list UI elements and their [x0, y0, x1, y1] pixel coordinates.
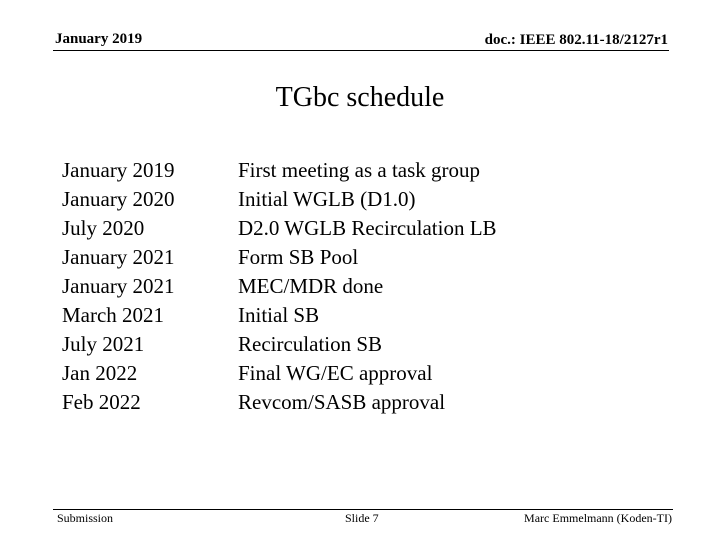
- schedule-date: Feb 2022: [62, 390, 141, 414]
- schedule-row: [62, 330, 662, 359]
- schedule-date: Jan 2022: [62, 361, 138, 385]
- schedule-row: [62, 185, 662, 214]
- footer-divider: [53, 509, 673, 510]
- schedule-event: MEC/MDR done: [238, 274, 384, 298]
- schedule-event: Final WG/EC approval: [238, 361, 433, 385]
- header-date: January 2019: [55, 31, 143, 47]
- schedule-date: January 2021: [62, 245, 175, 269]
- schedule-event: Form SB Pool: [238, 245, 359, 269]
- schedule-row: [62, 243, 662, 272]
- schedule-event: Revcom/SASB approval: [238, 390, 446, 414]
- schedule-row: [62, 272, 662, 301]
- header-doc-id: doc.: IEEE 802.11-18/2127r1: [484, 32, 668, 48]
- schedule-row: [62, 388, 662, 417]
- footer-slide-number: Slide 7: [345, 511, 379, 525]
- schedule-list: [62, 156, 662, 417]
- schedule-event: First meeting as a task group: [238, 158, 481, 182]
- schedule-event: Initial SB: [238, 303, 320, 327]
- slide-title: TGbc schedule: [275, 82, 445, 113]
- schedule-date: July 2020: [62, 216, 145, 240]
- schedule-date: January 2020: [62, 187, 175, 211]
- footer-author: Marc Emmelmann (Koden-TI): [524, 511, 672, 525]
- schedule-row: [62, 301, 662, 330]
- schedule-event: D2.0 WGLB Recirculation LB: [238, 216, 497, 240]
- schedule-row: [62, 359, 662, 388]
- schedule-date: January 2021: [62, 274, 175, 298]
- schedule-date: July 2021: [62, 332, 145, 356]
- schedule-event: Initial WGLB (D1.0): [238, 187, 416, 211]
- schedule-row: [62, 214, 662, 243]
- schedule-date: March 2021: [62, 303, 165, 327]
- schedule-row: [62, 156, 662, 185]
- footer-submission: Submission: [57, 511, 114, 525]
- schedule-date: January 2019: [62, 158, 175, 182]
- header-divider: [53, 50, 669, 51]
- schedule-event: Recirculation SB: [238, 332, 383, 356]
